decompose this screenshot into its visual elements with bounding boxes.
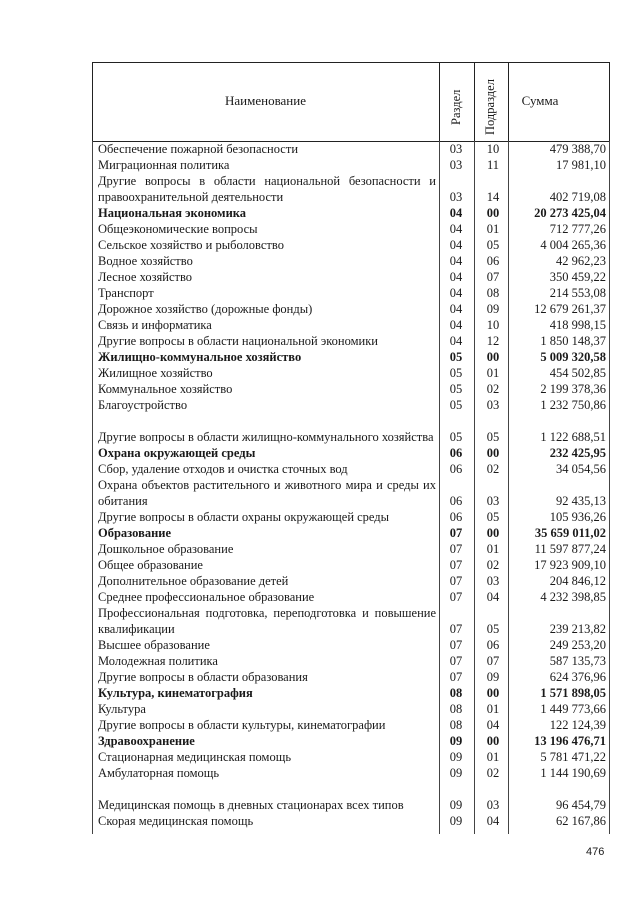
row-podrazdel: 14 <box>486 190 500 204</box>
row-name <box>98 269 436 285</box>
row-name <box>98 237 436 253</box>
row-podrazdel: 01 <box>486 750 500 764</box>
row-name-text: Миграционная политика <box>98 158 230 172</box>
row-podrazdel: 02 <box>486 766 500 780</box>
table-row <box>92 157 610 173</box>
header-border-right <box>609 63 610 141</box>
table-row <box>92 381 610 397</box>
row-summa: 402 719,08 <box>549 190 606 204</box>
row-name-text: Жилищное хозяйство <box>98 366 213 380</box>
row-razdel: 09 <box>449 750 463 764</box>
row-name-text: Связь и информатика <box>98 318 212 332</box>
row-name-text: Образование <box>98 526 172 540</box>
row-razdel: 09 <box>449 814 463 828</box>
row-name-text: Водное хозяйство <box>98 254 193 268</box>
row-name <box>98 301 436 317</box>
table-row <box>92 509 610 525</box>
table-row <box>92 541 610 557</box>
row-name-text: Стационарная медицинская помощь <box>98 750 292 764</box>
row-summa: 42 962,23 <box>556 254 606 268</box>
row-name <box>98 205 436 221</box>
row-summa: 587 135,73 <box>549 654 606 668</box>
row-razdel: 05 <box>449 430 463 444</box>
row-razdel: 04 <box>449 302 463 316</box>
row-name-text: Лесное хозяйство <box>98 270 193 284</box>
row-name-text: Другие вопросы в области культуры, кинематографии <box>98 718 386 732</box>
row-summa: 96 454,79 <box>556 798 606 812</box>
header-podrazdel: Подраздел <box>483 79 497 135</box>
row-name <box>98 141 436 157</box>
row-name <box>98 381 436 397</box>
table-header <box>92 62 610 142</box>
row-summa: 2 199 378,36 <box>540 382 606 396</box>
row-name-text: Среднее профессиональное образование <box>98 590 315 604</box>
row-podrazdel: 03 <box>486 798 500 812</box>
table-row <box>92 669 610 685</box>
row-summa: 17 981,10 <box>556 158 606 172</box>
row-podrazdel: 02 <box>486 462 500 476</box>
row-name-text: Охрана окружающей среды <box>98 446 256 460</box>
row-summa: 4 004 265,36 <box>540 238 606 252</box>
row-name-text: Дорожное хозяйство (дорожные фонды) <box>98 302 313 316</box>
row-razdel: 04 <box>449 206 463 220</box>
row-name <box>98 253 436 269</box>
table-row <box>92 269 610 285</box>
row-name <box>98 717 436 733</box>
row-name-text: Общеэкономические вопросы <box>98 222 258 236</box>
row-name-text: Охрана объектов растительного и животного мира и среды их обитания <box>98 478 436 508</box>
row-summa: 5 009 320,58 <box>540 350 606 364</box>
row-name-text: Культура <box>98 702 146 716</box>
row-summa: 13 196 476,71 <box>534 734 606 748</box>
row-name-text: Жилищно-коммунальное хозяйство <box>98 350 302 364</box>
row-podrazdel: 01 <box>486 702 500 716</box>
table-row <box>92 301 610 317</box>
table-row <box>92 237 610 253</box>
row-name-text: Общее образование <box>98 558 203 572</box>
row-name <box>98 477 436 509</box>
row-name <box>98 685 436 701</box>
row-razdel: 09 <box>449 798 463 812</box>
row-podrazdel: 04 <box>486 718 500 732</box>
row-podrazdel: 00 <box>486 686 500 700</box>
table-row <box>92 285 610 301</box>
table-row <box>92 477 610 509</box>
row-razdel: 04 <box>449 238 463 252</box>
table-row <box>92 749 610 765</box>
row-summa: 249 253,20 <box>549 638 606 652</box>
row-name <box>98 653 436 669</box>
row-razdel: 08 <box>449 686 463 700</box>
row-name <box>98 317 436 333</box>
row-podrazdel: 00 <box>486 526 500 540</box>
row-razdel: 03 <box>449 158 463 172</box>
row-summa: 239 213,82 <box>549 622 606 636</box>
row-razdel: 08 <box>449 702 463 716</box>
row-podrazdel: 01 <box>486 542 500 556</box>
table-body <box>92 141 610 829</box>
row-summa: 62 167,86 <box>556 814 606 828</box>
row-summa: 1 144 190,69 <box>540 766 606 780</box>
row-podrazdel: 05 <box>486 510 500 524</box>
table-row <box>92 525 610 541</box>
row-name <box>98 637 436 653</box>
row-name-text: Скорая медицинская помощь <box>98 814 254 828</box>
row-summa: 1 850 148,37 <box>540 334 606 348</box>
row-name <box>98 749 436 765</box>
row-razdel: 07 <box>449 574 463 588</box>
table-row <box>92 461 610 477</box>
row-podrazdel: 07 <box>486 654 500 668</box>
table-row <box>92 573 610 589</box>
row-razdel: 07 <box>449 638 463 652</box>
table-row <box>92 221 610 237</box>
row-name <box>98 349 436 365</box>
row-name <box>98 157 436 173</box>
row-name-text: Высшее образование <box>98 638 210 652</box>
row-summa: 214 553,08 <box>549 286 606 300</box>
table-row <box>92 365 610 381</box>
table-row <box>92 605 610 637</box>
row-razdel: 06 <box>449 446 463 460</box>
row-podrazdel: 05 <box>486 238 500 252</box>
row-summa: 1 122 688,51 <box>540 430 606 444</box>
row-name-text: Другие вопросы в области национальной безопасности и правоохранительной деятельности <box>98 174 436 204</box>
row-podrazdel: 09 <box>486 670 500 684</box>
row-summa: 92 435,13 <box>556 494 606 508</box>
row-razdel: 07 <box>449 670 463 684</box>
row-name <box>98 765 436 781</box>
table-row <box>92 173 610 205</box>
row-name-text: Здравоохранение <box>98 734 195 748</box>
table-row <box>92 781 610 813</box>
row-name-text: Дополнительное образование детей <box>98 574 289 588</box>
row-name-text: Сельское хозяйство и рыболовство <box>98 238 284 252</box>
table-row <box>92 205 610 221</box>
row-podrazdel: 00 <box>486 446 500 460</box>
row-razdel: 03 <box>449 142 463 156</box>
row-name-text: Благоустройство <box>98 398 188 412</box>
row-podrazdel: 03 <box>486 494 500 508</box>
row-summa: 1 449 773,66 <box>540 702 606 716</box>
row-name <box>98 285 436 301</box>
row-summa: 454 502,85 <box>549 366 606 380</box>
row-podrazdel: 06 <box>486 254 500 268</box>
row-name-text: Коммунальное хозяйство <box>98 382 233 396</box>
row-podrazdel: 02 <box>486 382 500 396</box>
row-name-text: Медицинская помощь в дневных стационарах всех типов <box>98 798 404 812</box>
row-name-text: Молодежная политика <box>98 654 218 668</box>
row-summa: 418 998,15 <box>549 318 606 332</box>
row-podrazdel: 06 <box>486 638 500 652</box>
row-name <box>98 397 436 413</box>
table-row <box>92 637 610 653</box>
row-razdel: 04 <box>449 270 463 284</box>
row-podrazdel: 00 <box>486 206 500 220</box>
row-razdel: 04 <box>449 286 463 300</box>
table-row <box>92 765 610 781</box>
row-name-text: Другие вопросы в области национальной экономики <box>98 334 378 348</box>
header-border-razdel <box>439 63 440 141</box>
row-podrazdel: 09 <box>486 302 500 316</box>
row-summa: 122 124,39 <box>549 718 606 732</box>
row-razdel: 04 <box>449 334 463 348</box>
row-podrazdel: 10 <box>486 318 500 332</box>
row-podrazdel: 04 <box>486 814 500 828</box>
row-razdel: 04 <box>449 254 463 268</box>
row-name <box>98 813 436 829</box>
table-row <box>92 701 610 717</box>
header-razdel: Раздел <box>449 89 463 125</box>
row-razdel: 07 <box>449 622 463 636</box>
row-razdel: 09 <box>449 734 463 748</box>
row-name <box>98 445 436 461</box>
header-summa-text: Сумма <box>521 93 559 108</box>
row-razdel: 06 <box>449 494 463 508</box>
row-podrazdel: 05 <box>486 622 500 636</box>
row-name <box>98 461 436 477</box>
row-razdel: 04 <box>449 222 463 236</box>
row-name <box>98 173 436 205</box>
row-podrazdel: 02 <box>486 558 500 572</box>
row-summa: 11 597 877,24 <box>534 542 606 556</box>
row-summa: 204 846,12 <box>549 574 606 588</box>
row-podrazdel: 03 <box>486 574 500 588</box>
row-summa: 105 936,26 <box>549 510 606 524</box>
row-razdel: 05 <box>449 366 463 380</box>
row-podrazdel: 07 <box>486 270 500 284</box>
row-name-text: Профессиональная подготовка, переподготовка и повышение квалификации <box>98 606 436 636</box>
table-row <box>92 413 610 445</box>
table-row <box>92 589 610 605</box>
row-summa: 20 273 425,04 <box>534 206 606 220</box>
table-row <box>92 685 610 701</box>
table-row <box>92 317 610 333</box>
row-razdel: 07 <box>449 558 463 572</box>
table-row <box>92 141 610 157</box>
row-name-text: Амбулаторная помощь <box>98 766 220 780</box>
row-name <box>98 669 436 685</box>
row-razdel: 05 <box>449 382 463 396</box>
page-number: 476 <box>586 846 605 858</box>
row-name <box>98 365 436 381</box>
table-row <box>92 653 610 669</box>
row-razdel: 06 <box>449 510 463 524</box>
row-name <box>98 557 436 573</box>
row-razdel: 03 <box>449 190 463 204</box>
row-name-text: Культура, кинематография <box>98 686 253 700</box>
row-podrazdel: 05 <box>486 430 500 444</box>
row-razdel: 07 <box>449 590 463 604</box>
table-row <box>92 397 610 413</box>
table-row <box>92 445 610 461</box>
row-name <box>98 701 436 717</box>
row-summa: 35 659 011,02 <box>534 526 606 540</box>
row-podrazdel: 11 <box>486 158 500 172</box>
row-razdel: 07 <box>449 526 463 540</box>
table-row <box>92 813 610 829</box>
row-razdel: 05 <box>449 350 463 364</box>
row-name <box>98 221 436 237</box>
row-podrazdel: 01 <box>486 366 500 380</box>
row-summa: 12 679 261,37 <box>534 302 606 316</box>
row-razdel: 07 <box>449 654 463 668</box>
row-summa: 1 571 898,05 <box>540 686 606 700</box>
row-summa: 712 777,26 <box>549 222 606 236</box>
row-name-text: Сбор, удаление отходов и очистка сточных вод <box>98 462 348 476</box>
row-podrazdel: 04 <box>486 590 500 604</box>
row-podrazdel: 00 <box>486 734 500 748</box>
row-podrazdel: 01 <box>486 222 500 236</box>
table-row <box>92 333 610 349</box>
table-row <box>92 349 610 365</box>
table-row <box>92 557 610 573</box>
row-summa: 624 376,96 <box>549 670 606 684</box>
row-summa: 1 232 750,86 <box>540 398 606 412</box>
row-summa: 479 388,70 <box>549 142 606 156</box>
row-podrazdel: 12 <box>486 334 500 348</box>
row-podrazdel: 10 <box>486 142 500 156</box>
row-name <box>98 797 436 813</box>
row-name-text: Другие вопросы в области образования <box>98 670 308 684</box>
row-summa: 17 923 909,10 <box>534 558 606 572</box>
row-name-text: Дошкольное образование <box>98 542 234 556</box>
row-name-text: Другие вопросы в области жилищно-коммунального хозяйства <box>98 430 434 444</box>
table-row <box>92 717 610 733</box>
row-name-text: Национальная экономика <box>98 206 247 220</box>
row-podrazdel: 00 <box>486 350 500 364</box>
row-name-text: Другие вопросы в области охраны окружающей среды <box>98 510 390 524</box>
row-podrazdel: 03 <box>486 398 500 412</box>
table-row <box>92 253 610 269</box>
row-name <box>98 733 436 749</box>
row-name <box>98 333 436 349</box>
row-summa: 5 781 471,22 <box>540 750 606 764</box>
row-razdel: 07 <box>449 542 463 556</box>
row-summa: 4 232 398,85 <box>540 590 606 604</box>
header-name: Наименование <box>225 93 306 108</box>
row-name <box>98 589 436 605</box>
row-name-text: Обеспечение пожарной безопасности <box>98 142 299 156</box>
row-razdel: 05 <box>449 398 463 412</box>
table-row <box>92 733 610 749</box>
row-summa: 232 425,95 <box>549 446 606 460</box>
row-name <box>98 509 436 525</box>
row-razdel: 08 <box>449 718 463 732</box>
row-name <box>98 525 436 541</box>
row-name <box>98 541 436 557</box>
row-name <box>98 605 436 637</box>
row-summa: 350 459,22 <box>549 270 606 284</box>
row-razdel: 06 <box>449 462 463 476</box>
row-name-text: Транспорт <box>98 286 154 300</box>
row-name <box>98 573 436 589</box>
row-podrazdel: 08 <box>486 286 500 300</box>
row-name <box>98 429 436 445</box>
row-razdel: 09 <box>449 766 463 780</box>
row-razdel: 04 <box>449 318 463 332</box>
row-summa: 34 054,56 <box>556 462 606 476</box>
